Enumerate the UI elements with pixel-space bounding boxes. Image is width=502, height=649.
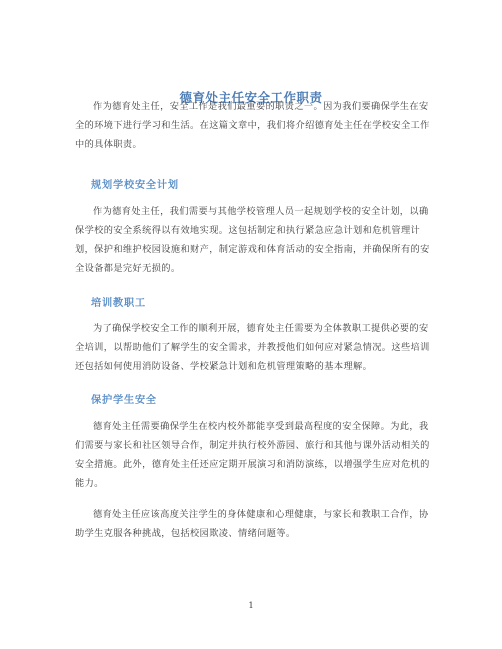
section-heading-training: 培训教职工 <box>91 298 146 309</box>
section-heading-protection: 保护学生安全 <box>91 395 157 406</box>
section-paragraph-protection-1: 德育处主任需要确保学生在校内校外都能享受到最高程度的安全保障。为此，我们需要与家长和社区领导合作，制定并执行校外游园、旅行和其他与课外活动相关的安全措施。此外，德育处主任还应定期开展演习和消防演练，以增强学生应对危机的能力。 <box>75 421 430 489</box>
intro-paragraph: 作为德育处主任，安全工作是我们最重要的职责之一。因为我们要确保学生在安全的环境下进行学习和生活。在这篇文章中，我们将介绍德育处主任在学校安全工作中的具体职责。 <box>75 101 430 150</box>
section-paragraph-training: 为了确保学校安全工作的顺利开展，德育处主任需要为全体教职工提供必要的安全培训，以帮助他们了解学生的安全需求，并教授他们如何应对紧急情况。这些培训还包括如何使用消防设备、学校紧急计划和危机管理策略的基本理解。 <box>75 323 430 372</box>
page-number: 1 <box>248 601 254 610</box>
section-paragraph-planning: 作为德育处主任，我们需要与其他学校管理人员一起规划学校的安全计划，以确保学校的安全系统得以有效地实现。这包括制定和执行紧急应急计划和危机管理计划，保护和维护校园设施和财产，制定游戏和体育活动的安全指南，并确保所有的安全设备都是完好无损的。 <box>75 206 430 274</box>
section-heading-planning: 规划学校安全计划 <box>91 180 179 191</box>
document-title: 德育处主任安全工作职责 <box>179 90 323 106</box>
section-paragraph-protection-2: 德育处主任应该高度关注学生的身体健康和心理健康，与家长和教职工合作，协助学生克服各种挑战，包括校园欺凌、情绪问题等。 <box>75 509 429 539</box>
